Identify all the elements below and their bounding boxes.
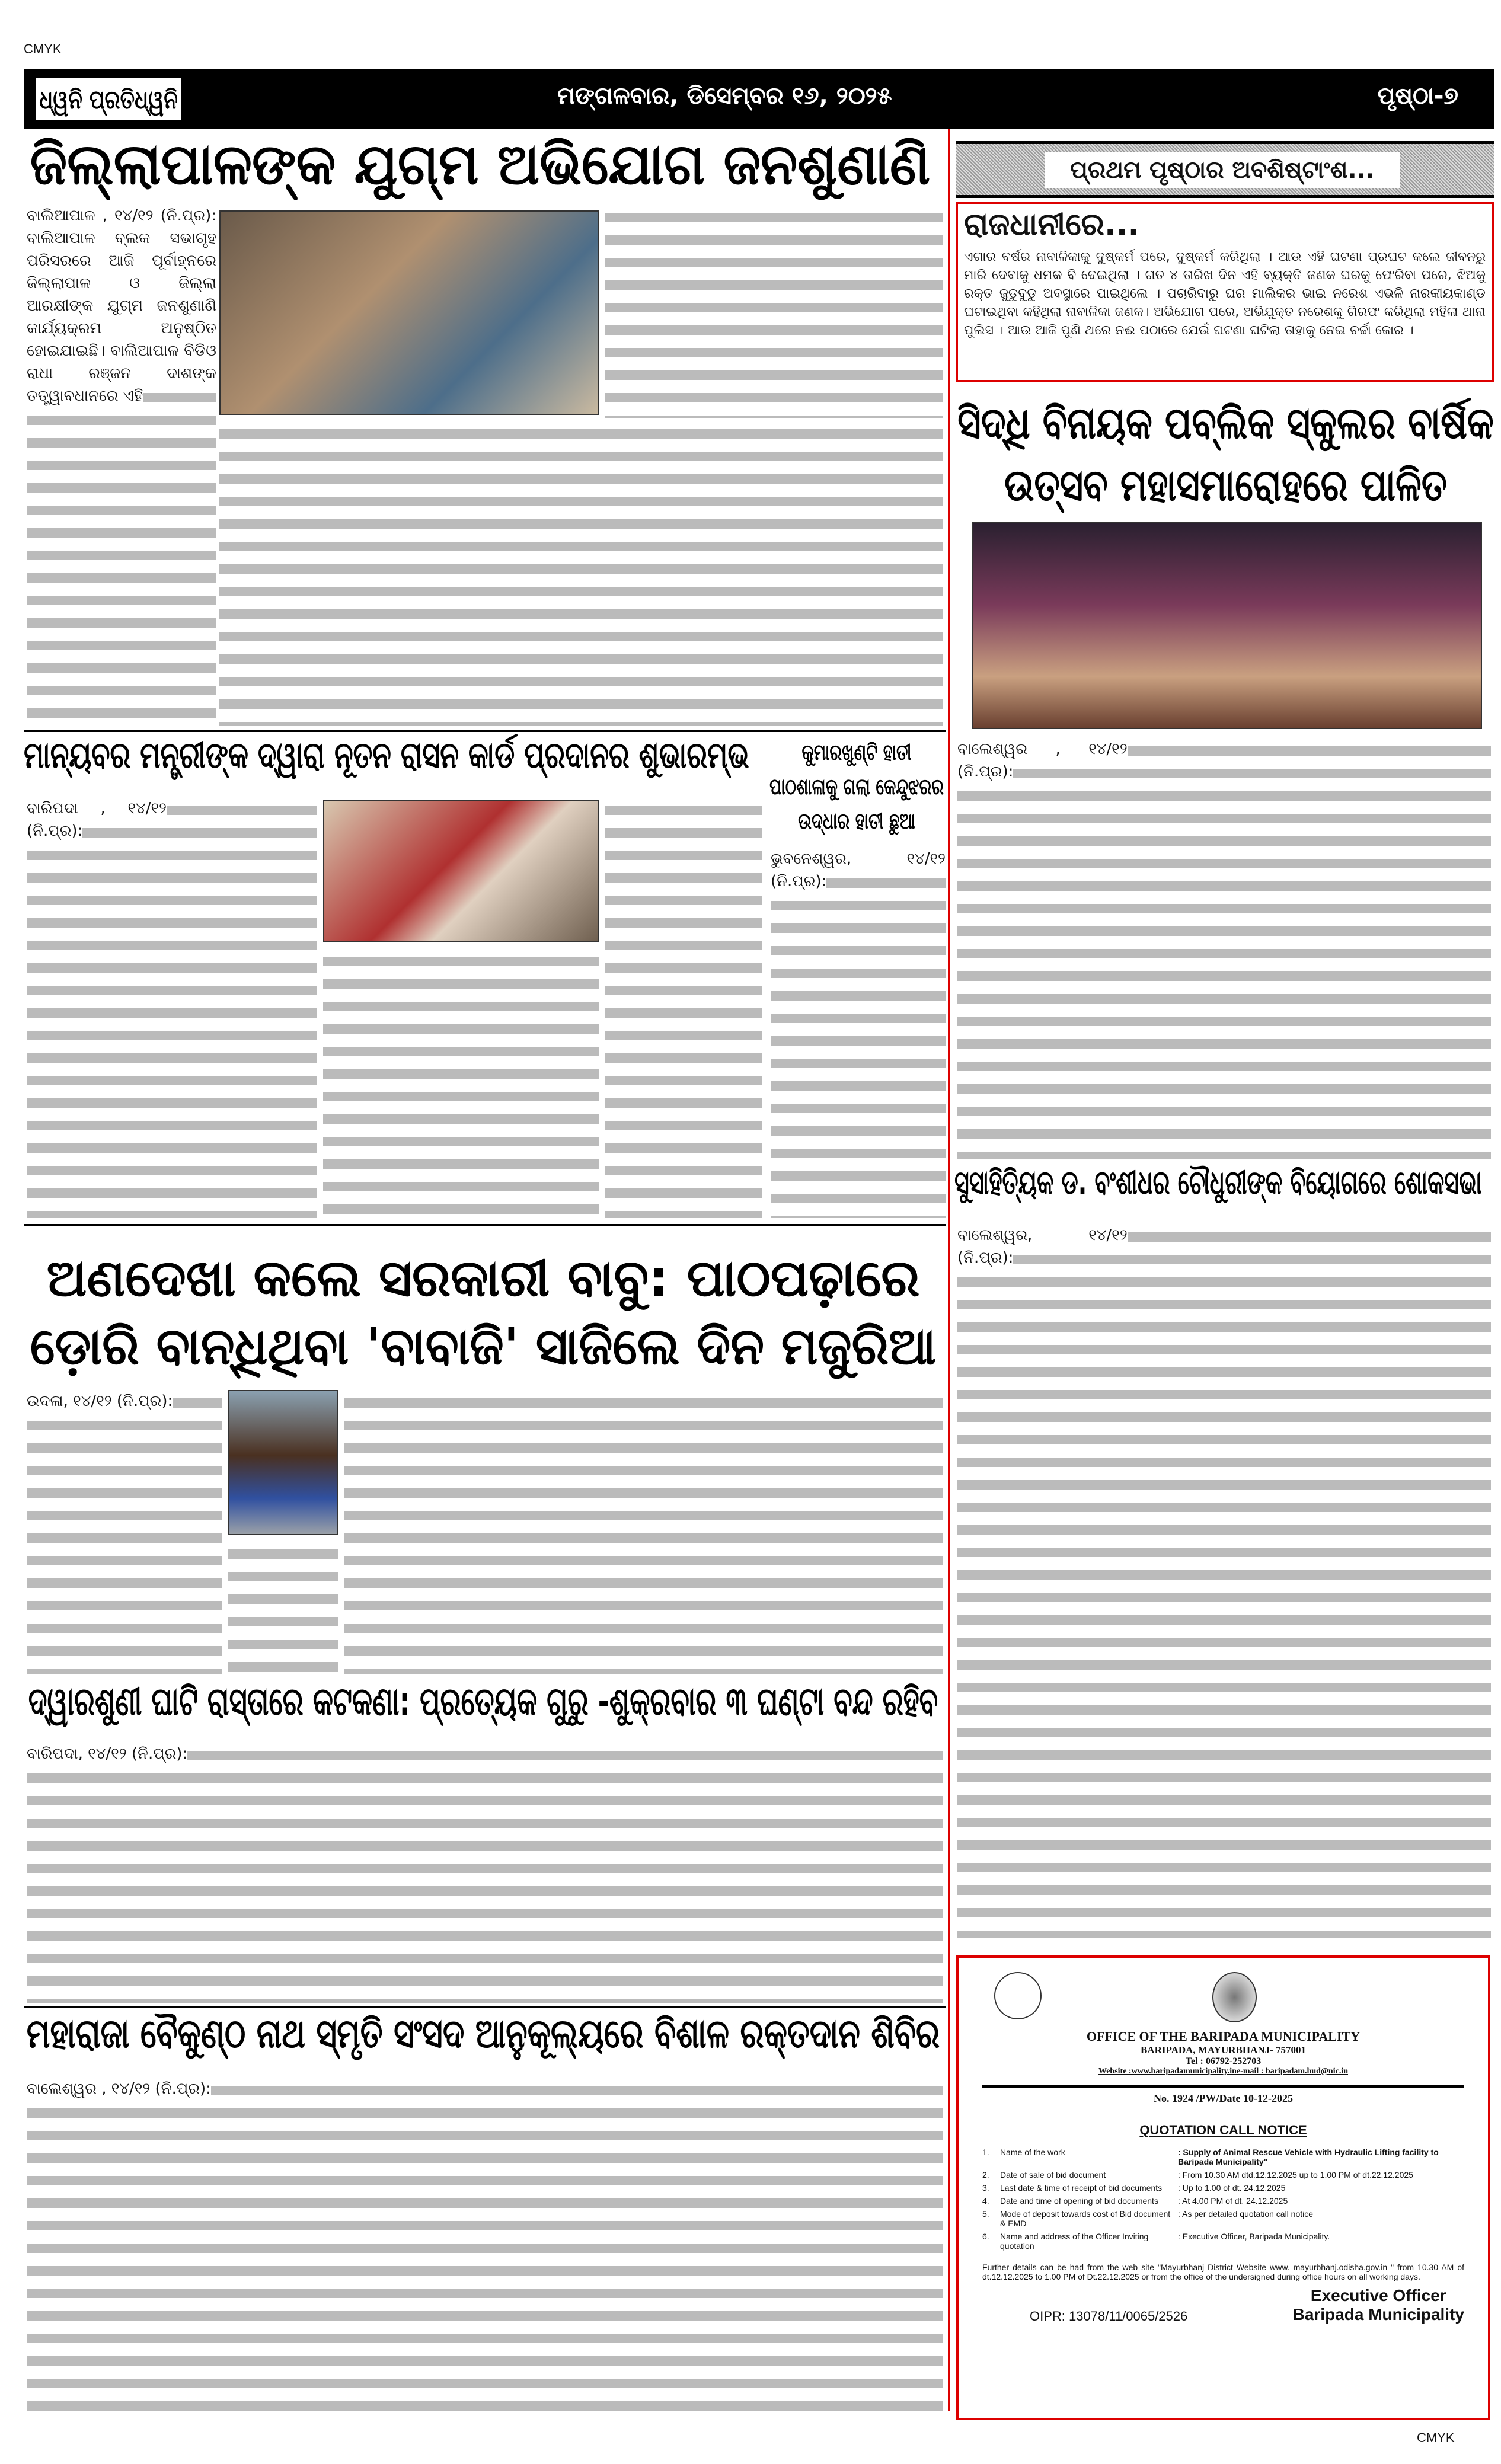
- notice-item-k: Last date & time of receipt of bid documents: [1000, 2183, 1163, 2193]
- headline-rajdhani: ରାଜଧାନୀରେ...: [964, 207, 1140, 242]
- notice-item-k: Mode of deposit towards cost of Bid document & EMD: [1000, 2209, 1171, 2228]
- notice-item-k: Date of sale of bid document: [1000, 2170, 1106, 2179]
- headline-siddhi: ସିଦ୍ଧି ବିନାୟକ ପବ୍ଲିକ ସ୍କୁଲର ବାର୍ଷିକ ଉତ୍ସବ ମହାସମାରୋହରେ ପାଳିତ: [957, 392, 1494, 517]
- signatory-office: Baripada Municipality: [1292, 2305, 1464, 2324]
- notice-item: [982, 2183, 1464, 2193]
- newspaper-logo-text: ଧ୍ୱନି ପ୍ରତିଧ୍ୱନି: [39, 85, 178, 115]
- cmyk-mark: CMYK: [24, 41, 62, 56]
- article-babaji-body: [344, 1390, 943, 1674]
- office-tel: Tel : 06792-252703: [1185, 2056, 1262, 2066]
- notice-number: No. 1924 /PW/Date 10-12-2025: [1154, 2092, 1293, 2104]
- headline-ghati: ଦ୍ୱାରଶୁଣୀ ଘାଟି ରାସ୍ତାରେ କଟକଣା: ପ୍ରତ୍ୟେକ ଗୁରୁ -ଶୁକ୍ରବାର ୩ ଘଣ୍ଟା ବନ୍ଦ ରହିବ: [24, 1680, 943, 1724]
- notice-item-n: 1.: [982, 2147, 989, 2157]
- notice-further: Further details can be had from the web site "Mayurbhanj District Website www. mayurbhanj.odisha.gov.in " from 10.30 AM of dt.12.12.2025 to 1.00 PM of Dt.22.12.2025 or from the office of the undersigned during office hours on all working days.: [982, 2262, 1464, 2281]
- notice-item: [982, 2147, 1464, 2166]
- notice-item-n: 3.: [982, 2183, 989, 2193]
- notice-item-k: Name of the work: [1000, 2147, 1065, 2157]
- notice-item-v: : At 4.00 PM of dt. 24.12.2025: [1178, 2196, 1288, 2206]
- headline-blood: ମହାରାଜା ବୈକୁଣ୍ଠ ନାଥ ସ୍ମୃତି ସଂସଦ ଆନୁକୂଲ୍ୟରେ ବିଶାଳ ରକ୍ତଦାନ ଶିବିର: [24, 2012, 943, 2057]
- article-babaji-col2: [228, 1541, 338, 1674]
- article-rajdhani-body: ଏଗାର ବର୍ଷର ନାବାଳିକାକୁ ଦୁଷ୍କର୍ମ ପରେ, ଦୁଷ୍କର୍ମ କରିଥିଲା । ଆଉ ଏହି ଘଟଣା ପ୍ରଘଟ କଲେ ଜୀବନରୁ ମାରି ଦେବାକୁ ଧମକ ବି ଦେଇଥିଲା । ଗତ ୪ ତାରିଖ ଦିନ ଏହି ବ୍ୟକ୍ତି ଜଣକ ଘରକୁ ଫେରିବା ପରେ, ଝିଅକୁ ରକ୍ତ ଜୁଡୁବୁଡୁ ଅବସ୍ଥାରେ ପାଇଥିଲେ । ପଚାରିବାରୁ ଘର ମାଲିକର ଭାଇ ନରେଶ ଏଭଳି ନାରକୀୟକାଣ୍ଡ ଘଟାଇଥିବା କହିଥିଲା ନାବାଳିକା ଜଣକ। ଅଭିଯୋଗ ପରେ, ଅଭିଯୁକ୍ତ ନରେଶକୁ ଗିରଫ କରିଥିଲା ମହିଳା ଥାନା ପୁଲିସ । ଆଉ ଆଜି ପୁଣି ଥରେ ନଈ ପଠାରେ ଯେଉଁ ଘଟଣା ଘଟିଲା ତାହାକୁ ନେଇ ଚର୍ଚ୍ଚା ଜୋର ।: [964, 250, 1486, 338]
- divider: [24, 1224, 946, 1226]
- quotation-notice: [956, 1955, 1490, 2420]
- notice-item-v: : As per detailed quotation call notice: [1178, 2209, 1314, 2219]
- article-janasunani-col-right: [605, 204, 943, 418]
- odisha-emblem-icon: [994, 1972, 1042, 2019]
- page-number: ପୃଷ୍ଠା-୭: [1377, 82, 1458, 110]
- divider: [24, 730, 946, 732]
- headline-elephant: କୁମାରଖୁଣ୍ଟି ହାତୀ ପାଠଶାଳାକୁ ଗଲା କେନ୍ଦୁଝରର ଉଦ୍ଧାର ହାତୀ ଛୁଆ: [768, 735, 946, 838]
- notice-item-k: Name and address of the Officer Inviting quotation: [1000, 2232, 1149, 2251]
- article-ration-col3: [605, 797, 762, 1218]
- rajdhani-box: [956, 202, 1494, 382]
- headline-shokasabha: ସୁସାହିତ୍ୟିକ ଡ. ବଂଶୀଧର ଚୌଧୁରୀଙ୍କ ବିୟୋଗରେ ଶୋକସଭା: [954, 1165, 1491, 1201]
- headline-babaji-2: ଡ଼ୋରି ବାନ୍ଧିଥିବା 'ବାବାଜି' ସାଜିଲେ ଦିନ ମଜୁରିଆ: [24, 1319, 943, 1375]
- article-ration-col2: [323, 948, 599, 1218]
- cmyk-mark: CMYK: [1417, 2430, 1455, 2445]
- photo-ration: [323, 800, 599, 942]
- notice-item-k: Date and time of opening of bid documents: [1000, 2196, 1158, 2206]
- signatory-title: Executive Officer: [1310, 2286, 1446, 2305]
- office-address: BARIPADA, MAYURBHANJ- 757001: [1140, 2044, 1307, 2056]
- municipality-seal-icon: [1212, 1972, 1257, 2022]
- notice-item-n: 5.: [982, 2209, 989, 2219]
- article-janasunani-col1: ବାଲିଆପାଳ , ୧୪/୧୨ (ନି.ପ୍ର): ବାଲିଆପାଳ ବ୍ଲକ ସଭାଗୃହ ପରିସରରେ ଆଜି ପୂର୍ବାହ୍ନରେ ଜିଲ୍ଲାପାଳ ଓ ଜିଲ୍ଲା ଆରକ୍ଷୀଙ୍କ ଯୁଗ୍ମ ଜନଶୁଣାଣି କାର୍ଯ୍ୟକ୍ରମ ଅନୁଷ୍ଠିତ ହୋଇଯାଇଛି। ବାଲିଆପାଳ ବିଡିଓ ରାଧା ରଞ୍ଜନ ଦାଶଙ୍କ ତତ୍ତ୍ୱାବଧାନରେ ଏହି: [27, 204, 216, 726]
- office-name: OFFICE OF THE BARIPADA MUNICIPALITY: [1086, 2029, 1361, 2044]
- notice-item-v: : Up to 1.00 of dt. 24.12.2025: [1178, 2183, 1286, 2193]
- article-janasunani-body: [219, 421, 943, 726]
- article-blood-body: ବାଲେଶ୍ୱର , ୧୪/୧୨ (ନି.ପ୍ର):: [27, 2078, 943, 2415]
- headline-janasunani: ଜିଲ୍ଲାପାଳଙ୍କ ଯୁଗ୍ମ ଅଭିଯୋଗ ଜନଶୁଣାଣି: [24, 133, 937, 196]
- column-divider: [948, 129, 950, 2411]
- notice-item-v: : From 10.30 AM dtd.12.12.2025 up to 1.00 PM of dt.22.12.2025: [1178, 2170, 1413, 2179]
- divider: [24, 2006, 946, 2008]
- notice-item: [982, 2209, 1464, 2228]
- photo-janasunani: [219, 210, 599, 415]
- notice-item-n: 6.: [982, 2232, 989, 2241]
- notice-item: [982, 2196, 1464, 2206]
- continued-box-inner: [1045, 152, 1400, 188]
- notice-item-v: : Executive Officer, Baripada Municipality.: [1178, 2232, 1330, 2241]
- notice-item: [982, 2170, 1464, 2179]
- office-website: Website :www.baripadamunicipality.ine-mail : baripadam.hud@nic.in: [1098, 2067, 1349, 2076]
- article-shokasabha-body: ବାଲେଶ୍ୱର, ୧୪/୧୨ (ନି.ପ୍ର):: [957, 1224, 1491, 1938]
- headline-babaji-1: ଅଣଦେଖା କଲେ ସରକାରୀ ବାବୁ: ପାଠପଢ଼ାରେ: [24, 1251, 943, 1307]
- notice-item-n: 2.: [982, 2170, 989, 2179]
- notice-item: [982, 2232, 1464, 2251]
- article-babaji-col1: ଉଦଳା, ୧୪/୧୨ (ନି.ପ୍ର):: [27, 1390, 222, 1674]
- notice-item-v: : Supply of Animal Rescue Vehicle with Hydraulic Lifting facility to Baripada Municipality": [1178, 2147, 1439, 2166]
- newspaper-logo: [34, 76, 183, 122]
- article-siddhi-body: ବାଲେଶ୍ୱର , ୧୪/୧୨ (ନି.ପ୍ର):: [957, 738, 1491, 1159]
- notice-item-n: 4.: [982, 2196, 989, 2206]
- issue-date: ମଙ୍ଗଳବାର, ଡିସେମ୍ବର ୧୬, ୨୦୨୫: [557, 82, 892, 110]
- photo-babaji: [228, 1390, 338, 1535]
- oipr-number: OIPR: 13078/11/0065/2526: [1030, 2309, 1188, 2324]
- masthead: [24, 69, 1494, 129]
- continued-box: [956, 141, 1494, 198]
- article-elephant-body: ଭୁବନେଶ୍ୱର, ୧୪/୧୨ (ନି.ପ୍ର):: [771, 848, 946, 1218]
- continued-box-text: ପ୍ରଥମ ପୃଷ୍ଠାର ଅବଶିଷ୍ଟାଂଶ...: [1069, 156, 1375, 184]
- article-ghati-body: ବାରିପଦା, ୧୪/୧୨ (ନି.ପ୍ର):: [27, 1743, 943, 2003]
- photo-siddhi: [972, 522, 1482, 729]
- notice-title: QUOTATION CALL NOTICE: [1139, 2123, 1307, 2137]
- article-ration-col1: ବାରିପଦା , ୧୪/୧୨ (ନି.ପ୍ର):: [27, 797, 317, 1218]
- headline-ration: ମାନ୍ୟବର ମନ୍ତ୍ରୀଙ୍କ ଦ୍ୱାରା ନୂତନ ରାସନ କାର୍ଡ ପ୍ରଦାନର ଶୁଭାରମ୍ଭ: [24, 735, 762, 775]
- divider: [982, 2085, 1464, 2088]
